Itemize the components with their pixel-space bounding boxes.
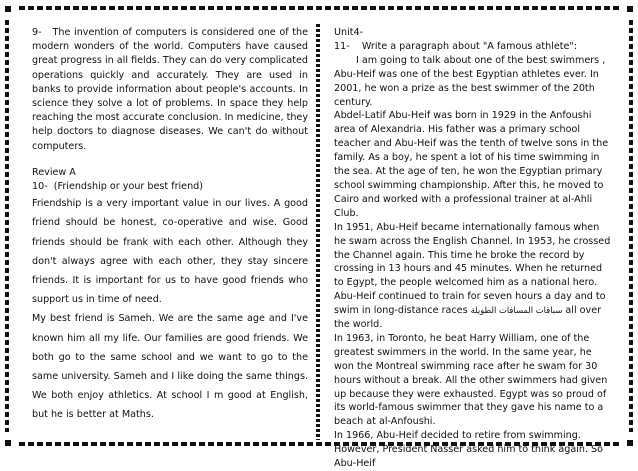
para4-text-a: Abu-Heif continued to train for seven hours a day and to swim in long-distance races	[334, 291, 606, 317]
q10-number: 10-	[32, 181, 48, 193]
border-right	[629, 20, 633, 432]
right-column	[334, 26, 612, 471]
q11-intro: I am going to talk about one of the best swimmers ,	[356, 54, 606, 66]
para5-text-e: . Egypt was so	[493, 388, 567, 400]
athlete-para-4	[334, 290, 612, 332]
para3-text-a: In 1951, Abu-Heif became internationally famous when he swam across the English Channel. In 1953, he crossed the Channel again. This time he	[334, 221, 611, 261]
para4-text-b: all over the world.	[334, 305, 602, 331]
athlete-para-3	[334, 221, 612, 291]
column-divider	[316, 24, 320, 440]
para3-highlight-record: broke the record	[490, 249, 570, 261]
corner-bl	[5, 440, 11, 446]
athlete-para-1: Abu-Heif was one of the best Egyptian athletes ever. In 2001, he won a prize as the best swimmer of the 20th century.	[334, 68, 599, 108]
border-left	[5, 20, 9, 432]
q10-paragraph-1: Friendship is a very important value in our lives. A good friend should be honest, co-operative and wise. Good friends should be frank with each other. Although they don't always agree with each other, they stay sincere friends. It is important for us to have good friends who support us in time of need.	[32, 198, 308, 306]
q9-title: The invention of computers	[52, 27, 187, 38]
corner-br	[627, 440, 633, 446]
review-heading: Review A	[32, 166, 76, 178]
q9-number: 9-	[32, 27, 42, 38]
q11-title: Write a paragraph about "A famous athlete":	[361, 40, 578, 52]
para5-text-a: In 1963, in Toronto, he	[334, 332, 445, 344]
athlete-para-5	[334, 332, 612, 429]
athlete-para-6: In 1966, Abu-Heif decided to retire from swimming. However, President Nasser asked him to think again. So Abu-Heif	[334, 430, 604, 470]
athlete-para-2: Abdel-Latif Abu-Heif was born in 1929 in the Anfoushi area of Alexandria. His father was a primary school teacher and Abu-Heif was the tenth of twelve sons in the family. As a boy, he spent a lot of his time swimming in the sea. At the age of ten, he won the Egyptian primary school swimming championship. After this, he moved to Cairo and worked with a professional trainer at al-Ahli Club.	[334, 110, 609, 219]
para5-highlight-beat: beat	[444, 332, 467, 344]
q10-title: (Friendship or your best friend)	[53, 181, 203, 193]
para4-arabic: سباقات المسافات الطويلة	[470, 305, 563, 316]
corner-tl	[5, 6, 11, 12]
para5-text-c: Harry William, one of the greatest swimmers in the world. In the same year, he won the Montreal swimming race after he swam for 30 hours without a break. All the other swimmers had given up because they were	[334, 332, 608, 400]
q11-number: 11-	[334, 40, 350, 52]
para3-highlight-hero: hero	[572, 277, 595, 289]
para3-text-e: .	[594, 277, 598, 289]
q10-heading	[32, 180, 308, 194]
para3-text-c: by crossing in 13 hours and 45 minutes. When he returned to Egypt, the people welcomed him as a national	[334, 249, 603, 289]
border-top	[19, 6, 619, 10]
para5-text-g: of its world-famous swimmer that they gave his name to a beach at al-Anfoushi.	[334, 388, 607, 428]
q9-text: is considered one of the modern wonders of the world. Computers have caused great progress in all fields. They can do very complicated operations quickly and accurately. They are used in banks to provide information about people's accounts. In science they solve a lot of problems. In space they help reaching the most accurate conclusion. In medicine, they help doctors to diagnose diseases. We can't do without computers.	[32, 27, 308, 152]
unit-heading: Unit4-	[334, 27, 364, 38]
para5-highlight-proud: proud	[566, 388, 594, 400]
q10-paragraph-2: My best friend is Sameh. We are the same age and I've known him all my life. Our families are good friends. We both go to the same school and we want to go to the same university. Sameh and I like doing the same things. We both enjoy athletics. At school I m good at English, but he is better at Maths.	[32, 313, 308, 421]
q11-heading	[334, 40, 612, 54]
q9-paragraph	[32, 26, 308, 154]
para5-highlight-exhausted: exhausted	[443, 388, 494, 400]
left-column	[32, 26, 308, 425]
corner-tr	[627, 6, 633, 12]
